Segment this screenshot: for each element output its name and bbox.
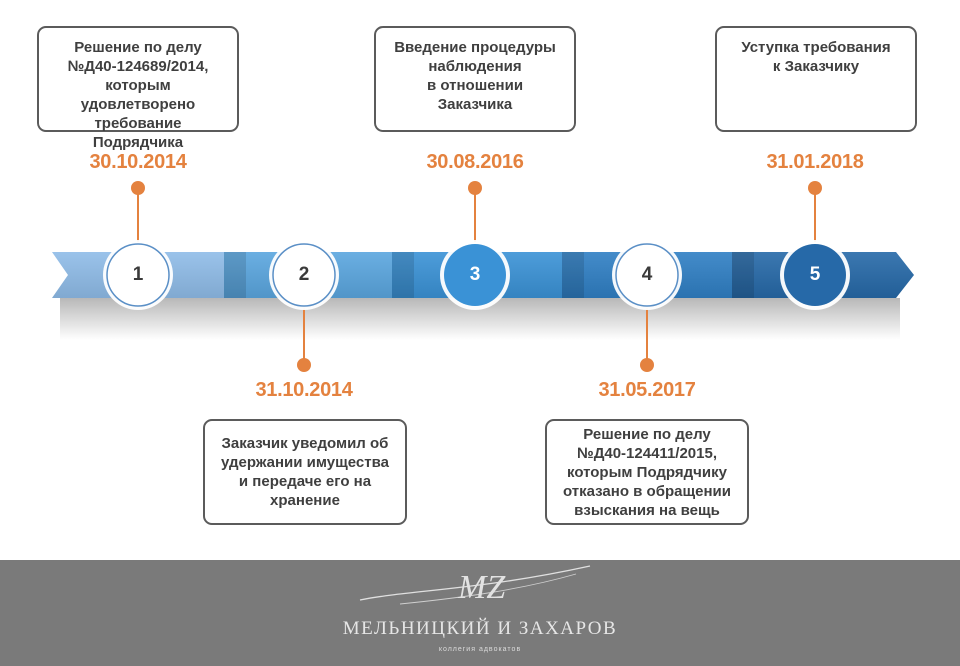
event-box-1: Решение по делу №Д40-124689/2014, которым удовлетворено требование Подрядчика	[37, 26, 239, 132]
footer-bar	[0, 560, 960, 666]
connector-dot-2	[297, 358, 311, 372]
firm-subtitle: коллегия адвокатов	[438, 646, 522, 653]
event-date-3: 30.08.2016	[426, 151, 524, 173]
event-date-4: 31.05.2017	[598, 379, 696, 401]
segment-join-5	[732, 252, 754, 298]
event-date-1: 30.10.2014	[89, 151, 187, 173]
segment-join-4	[562, 252, 584, 298]
step-number-3: 3	[469, 264, 481, 285]
segment-join-3	[392, 252, 414, 298]
firm-logo	[340, 560, 620, 618]
event-box-5: Уступка требования к Заказчику	[715, 26, 917, 132]
event-date-5: 31.01.2018	[766, 151, 864, 173]
step-number-2: 2	[298, 264, 310, 285]
connector-dot-1	[131, 181, 145, 195]
event-date-2: 31.10.2014	[255, 379, 353, 401]
event-box-4: Решение по делу №Д40-124411/2015, которым Подрядчику отказано в обращении взыскания на вещь	[545, 419, 749, 525]
firm-name: МЕЛЬНИЦКИЙ И ЗАХАРОВ	[342, 618, 618, 639]
event-box-3: Введение процедуры наблюдения в отношении Заказчика	[374, 26, 576, 132]
connector-dot-4	[640, 358, 654, 372]
step-number-4: 4	[641, 264, 653, 285]
step-number-5: 5	[809, 264, 821, 285]
step-number-1: 1	[132, 264, 144, 285]
logo-monogram: MZ	[458, 569, 506, 606]
segment-join-2	[224, 252, 246, 298]
connector-dot-3	[468, 181, 482, 195]
connector-dot-5	[808, 181, 822, 195]
event-box-2: Заказчик уведомил об удержании имущества и передаче его на хранение	[203, 419, 407, 525]
